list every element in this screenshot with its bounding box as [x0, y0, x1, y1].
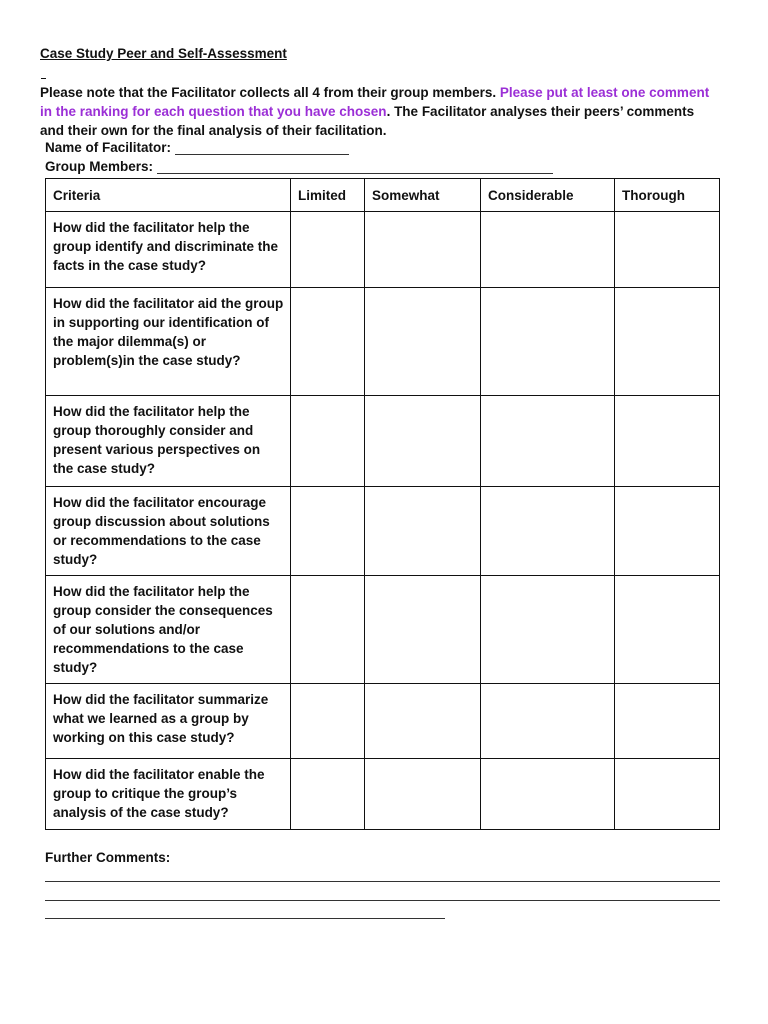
header-limited: Limited: [291, 179, 365, 212]
rating-cell-somewhat[interactable]: [365, 684, 481, 759]
rating-cell-thorough[interactable]: [615, 288, 720, 396]
rating-cell-limited[interactable]: [291, 396, 365, 487]
rating-cell-considerable[interactable]: [481, 396, 615, 487]
table-row: [46, 396, 720, 487]
rating-cell-thorough[interactable]: [615, 759, 720, 830]
facilitator-name-field: [45, 140, 349, 155]
criterion-cell: How did the facilitator help the group identify and discriminate the facts in the case study?: [46, 212, 291, 288]
criterion-cell: How did the facilitator aid the group in supporting our identification of the major dilemma(s) or problem(s)in the case study?: [46, 288, 291, 396]
rating-cell-somewhat[interactable]: [365, 576, 481, 684]
criterion-cell: How did the facilitator help the group consider the consequences of our solutions and/or recommendations to the case study?: [46, 576, 291, 684]
rating-cell-limited[interactable]: [291, 759, 365, 830]
rating-cell-limited[interactable]: [291, 487, 365, 576]
intro-highlight: Please put at least one comment in the ranking for each question that you have chosen: [40, 85, 710, 119]
comment-line[interactable]: [45, 918, 445, 919]
rating-cell-limited[interactable]: [291, 288, 365, 396]
underscore-mark: [41, 78, 46, 79]
intro-paragraph: [40, 83, 720, 140]
header-thorough: Thorough: [615, 179, 720, 212]
rating-cell-thorough[interactable]: [615, 212, 720, 288]
header-somewhat: Somewhat: [365, 179, 481, 212]
criterion-cell: How did the facilitator summarize what we learned as a group by working on this case study?: [46, 684, 291, 759]
group-members-field: [45, 159, 553, 174]
members-blank[interactable]: [157, 159, 553, 174]
rating-cell-limited[interactable]: [291, 684, 365, 759]
assessment-table: [45, 178, 720, 830]
header-considerable: Considerable: [481, 179, 615, 212]
rating-cell-limited[interactable]: [291, 576, 365, 684]
facilitator-blank[interactable]: [175, 140, 349, 155]
rating-cell-thorough[interactable]: [615, 684, 720, 759]
intro-text-1: Please note that the Facilitator collects all 4 from their group members.: [40, 85, 500, 100]
rating-cell-somewhat[interactable]: [365, 212, 481, 288]
table-header-row: [46, 179, 720, 212]
rating-cell-thorough[interactable]: [615, 487, 720, 576]
table-row: [46, 212, 720, 288]
members-label: Group Members:: [45, 159, 154, 174]
rating-cell-limited[interactable]: [291, 212, 365, 288]
further-comments-label: Further Comments:: [45, 850, 171, 865]
criterion-cell: How did the facilitator help the group thoroughly consider and present various perspectives on the case study?: [46, 396, 291, 487]
facilitator-label: Name of Facilitator:: [45, 140, 172, 155]
criterion-cell: How did the facilitator enable the group to critique the group’s analysis of the case study?: [46, 759, 291, 830]
table-row: [46, 487, 720, 576]
rating-cell-somewhat[interactable]: [365, 396, 481, 487]
criterion-cell: How did the facilitator encourage group discussion about solutions or recommendations to the case study?: [46, 487, 291, 576]
table-row: [46, 684, 720, 759]
header-criteria: Criteria: [46, 179, 291, 212]
table-row: [46, 759, 720, 830]
rating-cell-considerable[interactable]: [481, 759, 615, 830]
rating-cell-thorough[interactable]: [615, 576, 720, 684]
rating-cell-considerable[interactable]: [481, 576, 615, 684]
table-row: [46, 576, 720, 684]
table-row: [46, 288, 720, 396]
rating-cell-considerable[interactable]: [481, 288, 615, 396]
rating-cell-considerable[interactable]: [481, 212, 615, 288]
rating-cell-somewhat[interactable]: [365, 487, 481, 576]
intro-text-2: . The Facilitator analyses their peers’ comments and their own for the final analysis of their facilitation.: [40, 104, 695, 138]
rating-cell-somewhat[interactable]: [365, 288, 481, 396]
comment-line[interactable]: [45, 900, 720, 901]
comment-line[interactable]: [45, 881, 720, 882]
rating-cell-thorough[interactable]: [615, 396, 720, 487]
page-title: Case Study Peer and Self-Assessment: [40, 46, 287, 61]
rating-cell-considerable[interactable]: [481, 684, 615, 759]
rating-cell-somewhat[interactable]: [365, 759, 481, 830]
rating-cell-considerable[interactable]: [481, 487, 615, 576]
